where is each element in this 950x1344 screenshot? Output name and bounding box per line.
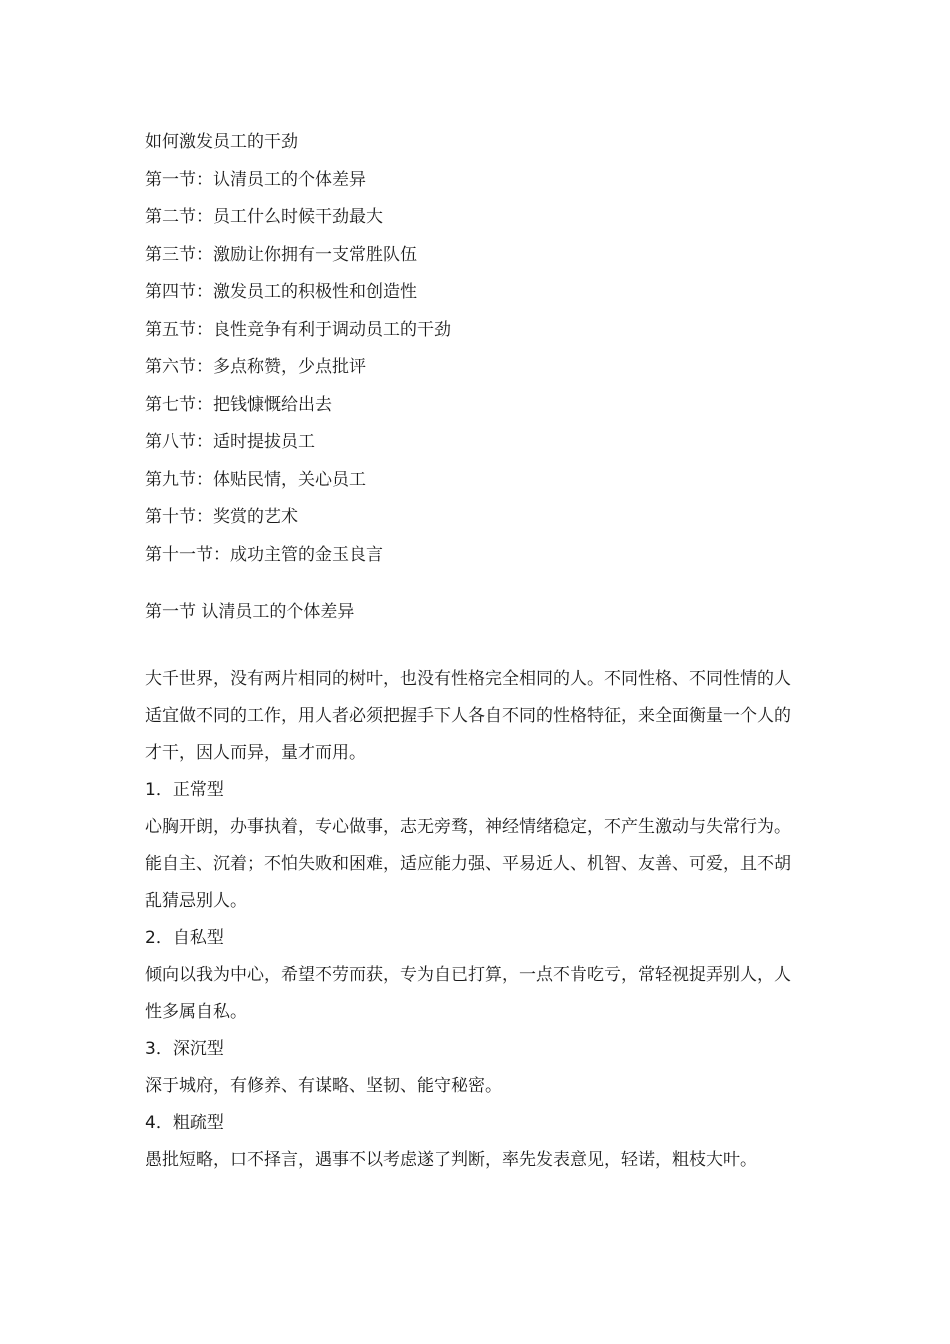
toc-item: 第九节：体贴民情，关心员工 (145, 469, 366, 490)
toc-item: 第四节：激发员工的积极性和创造性 (145, 282, 417, 302)
type-description: 深于城府，有修养、有谋略、坚韧、能守秘密。 (145, 1076, 502, 1096)
type-heading: 1．正常型 (145, 780, 224, 800)
toc-item: 第三节：激励让你拥有一支常胜队伍 (145, 244, 417, 265)
section-heading: 第一节 认清员工的个体差异 (145, 602, 355, 622)
document-page (145, 124, 805, 1179)
intro-paragraph: 大千世界，没有两片相同的树叶，也没有性格完全相同的人。不同性格、不同性情的人适宜做不同的工作，用人者必须把握手下人各自不同的性格特征，来全面衡量一个人的才干，因人而异，量才而用。 (145, 669, 791, 763)
type-block (145, 1031, 805, 1105)
type-block (145, 1105, 805, 1179)
document-title: 如何激发员工的干劲 (145, 132, 298, 152)
type-description: 心胸开朗，办事执着，专心做事，志无旁骛，神经情绪稳定，不产生激动与失常行为。能自主、沉着；不怕失败和困难，适应能力强、平易近人、机智、友善、可爱，且不胡乱猜忌别人。 (145, 817, 791, 911)
table-of-contents (145, 162, 805, 575)
toc-item: 第一节：认清员工的个体差异 (145, 169, 366, 190)
type-heading: 3．深沉型 (145, 1039, 224, 1059)
type-heading: 4．粗疏型 (145, 1113, 224, 1133)
toc-item: 第七节：把钱慷慨给出去 (145, 394, 332, 415)
toc-item: 第五节：良性竞争有利于调动员工的干劲 (145, 319, 451, 340)
toc-item: 第二节：员工什么时候干劲最大 (145, 207, 383, 227)
type-block (145, 772, 805, 920)
toc-item: 第六节：多点称赞，少点批评 (145, 357, 366, 377)
type-heading: 2．自私型 (145, 928, 224, 948)
type-description: 倾向以我为中心，希望不劳而获，专为自已打算，一点不肯吃亏，常轻视捉弄别人，人性多属自私。 (145, 965, 791, 1022)
toc-item: 第十节：奖赏的艺术 (145, 507, 298, 527)
toc-item: 第八节：适时提拔员工 (145, 432, 315, 452)
type-block (145, 920, 805, 1031)
type-description: 愚批短略，口不择言，遇事不以考虑遂了判断，率先发表意见，轻诺，粗枝大叶。 (145, 1150, 757, 1170)
toc-item: 第十一节：成功主管的金玉良言 (145, 544, 383, 565)
